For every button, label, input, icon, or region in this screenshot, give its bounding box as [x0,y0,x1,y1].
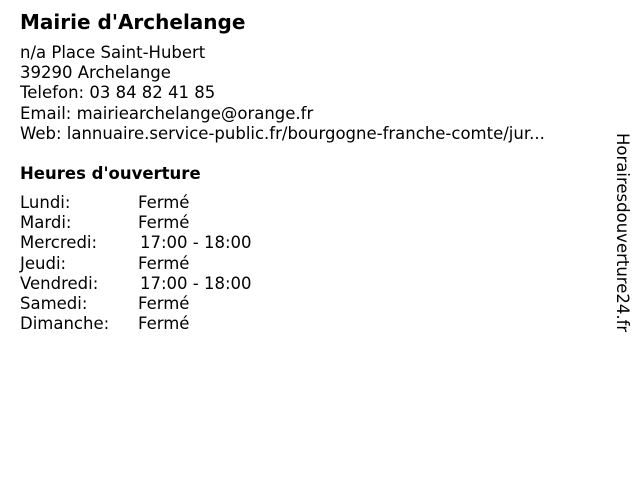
day-label: Lundi: [20,193,71,212]
contact-info [20,43,545,144]
hours-value: Fermé [138,293,190,313]
address-line-2: 39290 Archelange [20,63,171,83]
phone-text: Telefon: 03 84 82 41 85 [20,83,216,103]
hours-heading: Heures d'ouverture [20,164,201,183]
hours-value: Fermé [138,314,190,334]
hours-value: Fermé [138,213,190,233]
hours-value: 17:00 - 18:00 [140,273,252,293]
hours-value: Fermé [138,193,190,212]
day-label: Vendredi: [20,273,99,293]
address-line-1: n/a Place Saint-Hubert [20,43,206,62]
hours-value: Fermé [138,253,190,273]
web-text: Web: lannuaire.service-public.fr/bourgogne-franche-comte/jur... [20,123,545,143]
site-watermark: Horairesdouverture24.fr [613,133,632,333]
hours-value: 17:00 - 18:00 [140,233,252,253]
email-text: Email: mairiearchelange@orange.fr [20,103,314,123]
day-label: Mercredi: [20,233,98,253]
day-label: Samedi: [20,293,88,313]
day-label: Jeudi: [20,253,67,273]
day-label: Mardi: [20,213,72,233]
day-label: Dimanche: [20,314,110,334]
page-title: Mairie d'Archelange [20,10,246,34]
